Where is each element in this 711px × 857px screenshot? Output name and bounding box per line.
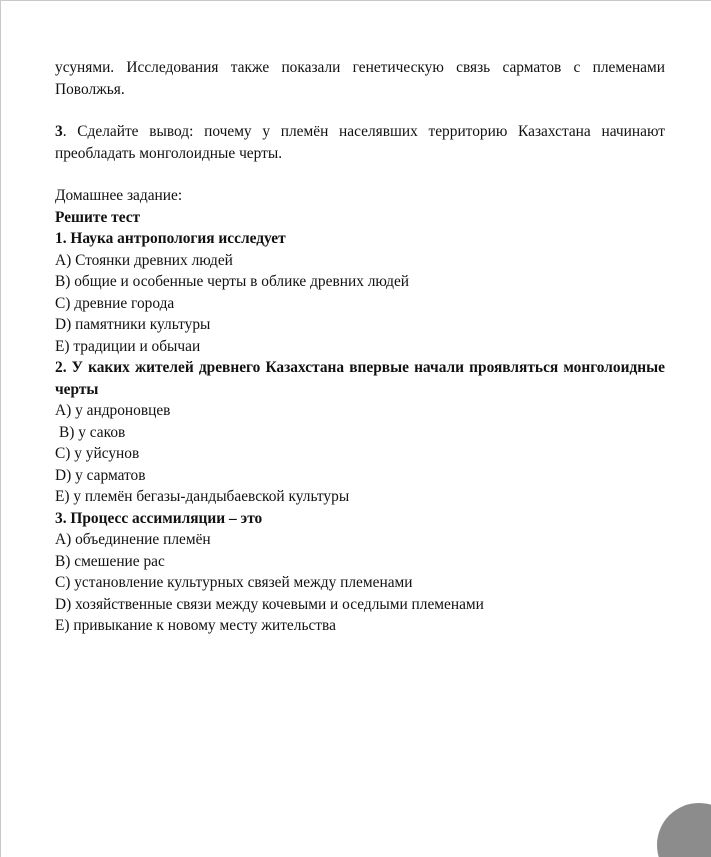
paragraph-task-3 [55,121,665,164]
spacer [55,100,665,121]
homework-subtitle: Решите тест [55,208,141,226]
question-1-option-b: B) общие и особенные черты в облике древних людей [55,273,410,290]
question-3-option-d: D) хозяйственные связи между кочевыми и оседлыми племенами [55,595,484,613]
question-2-option-a: A) у андроновцев [55,402,171,419]
question-1-option-d: D) памятники культуры [55,316,211,333]
question-1: 1. Наука антропология исследует [55,230,286,247]
question-3: 3. Процесс ассимиляции – это [55,509,263,527]
question-1-option-e: E) традиции и обычаи [55,337,201,355]
paragraph-genetics: усунями. Исследования также показали генетическую связь сарматов с племенами Поволжья. [55,59,665,98]
question-2-option-d: D) у сарматов [55,466,146,484]
question-2: 2. У каких жителей древнего Казахстана впервые начали проявляться монголоидные черты [55,359,665,398]
task-number: 3 [55,123,63,140]
task-text: . Сделайте вывод: почему у племён населявших территорию Казахстана начинают преобладать монголоидные черты. [55,123,665,162]
question-3-option-e: E) привыкание к новому месту жительства [55,617,336,634]
question-2-option-c: C) у уйсунов [55,445,140,462]
corner-circle-button[interactable] [657,803,711,857]
question-3-option-b: B) смешение рас [55,552,165,570]
question-2-option-e: E) у племён бегазы-дандыбаевской культуры [55,488,350,505]
question-2-option-b: B) у саков [59,423,126,441]
homework-title: Домашнее задание: [55,187,183,204]
spacer [55,164,665,185]
question-3-option-c: C) установление культурных связей между племенами [55,574,413,591]
question-3-option-a: A) объединение племён [55,531,211,548]
question-1-option-c: C) древние города [55,294,175,312]
document-content [55,57,665,637]
question-1-option-a: A) Стоянки древних людей [55,251,233,269]
